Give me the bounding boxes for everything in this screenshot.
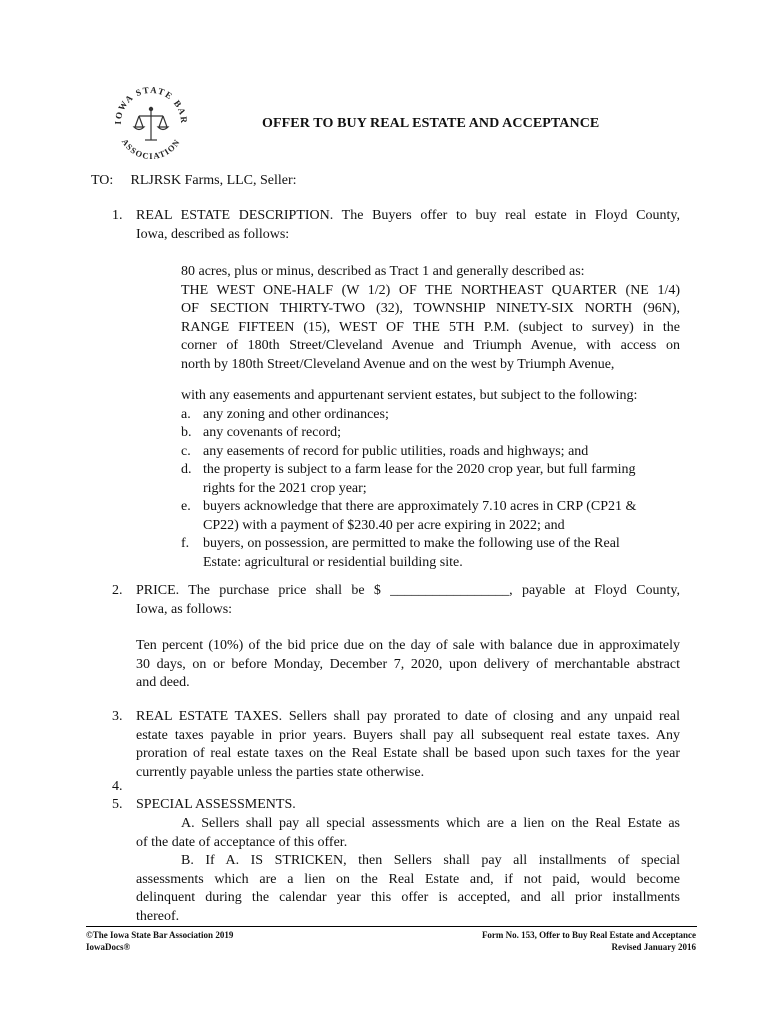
list-item <box>181 461 680 498</box>
section-5-number: 5. <box>112 797 123 812</box>
payment-terms-line: Ten percent (10%) of the bid price due on the day of sale with balance due in approximately <box>136 638 680 653</box>
payment-terms-line: and deed. <box>136 675 190 690</box>
legal-description-line: 80 acres, plus or minus, described as Tract 1 and generally described as: <box>181 264 585 279</box>
list-item-text: buyers acknowledge that there are approximately 7.10 acres in CRP (CP21 & <box>203 499 637 514</box>
legal-description-line: THE WEST ONE-HALF (W 1/2) OF THE NORTHEAST QUARTER (NE 1/4) <box>181 282 680 298</box>
payment-terms-line: 30 days, on or before Monday, December 7, 2020, upon delivery of merchantable abstract <box>136 656 680 672</box>
list-item-text: any covenants of record; <box>203 425 341 440</box>
legal-description-line: RANGE FIFTEEN (15), WEST OF THE 5TH P.M. (subject to survey) in the <box>181 319 680 335</box>
section-4-number: 4. <box>112 779 123 794</box>
footer-form-number: Form No. 153, Offer to Buy Real Estate and Acceptance <box>481 930 696 940</box>
footer-divider <box>86 926 697 927</box>
list-marker: d. <box>181 462 192 477</box>
section-1-line: Iowa, described as follows: <box>136 226 290 242</box>
list-marker: a. <box>181 406 191 422</box>
list-item-text: any zoning and other ordinances; <box>203 406 389 422</box>
payment-terms <box>136 637 680 693</box>
list-item-text: CP22) with a payment of $230.40 per acre expiring in 2022; and <box>203 517 565 533</box>
easements-intro: with any easements and appurtenant servient estates, but subject to the following: <box>181 388 638 403</box>
section-3-line: currently payable unless the parties state otherwise. <box>136 764 425 780</box>
list-item-text: Estate: agricultural or residential building site. <box>203 554 463 570</box>
seal-top-text: IOWA STATE BAR <box>112 84 190 125</box>
legal-description-line: corner of 180th Street/Cleveland Avenue and Triumph Avenue, with access on <box>181 338 680 353</box>
legal-description-line: north by 180th Street/Cleveland Avenue and on the west by Triumph Avenue, <box>181 356 615 372</box>
legal-description <box>181 263 680 374</box>
section-2-heading <box>136 582 680 619</box>
section-5-a-line: of the date of acceptance of this offer. <box>136 834 348 850</box>
list-item <box>181 424 680 443</box>
section-2-line: Iowa, as follows: <box>136 601 233 617</box>
section-2-line: PRICE. The purchase price shall be $ _________________, payable at Floyd County, <box>136 583 680 598</box>
section-2-number: 2. <box>112 583 123 598</box>
section-5-heading-text: SPECIAL ASSESSMENTS. <box>136 797 296 812</box>
footer-brand: IowaDocs® <box>86 942 131 952</box>
section-5-paragraph-b <box>136 852 680 926</box>
list-item-text: buyers, on possession, are permitted to make the following use of the Real <box>203 536 620 551</box>
list-item <box>181 406 680 425</box>
section-3-number: 3. <box>112 709 123 724</box>
section-1-number: 1. <box>112 208 123 223</box>
list-item-text: rights for the 2021 crop year; <box>203 480 367 496</box>
list-item <box>181 498 680 535</box>
iowa-state-bar-seal-logo <box>108 80 194 166</box>
section-3-line: REAL ESTATE TAXES. Sellers shall pay prorated to date of closing and any unpaid real <box>136 709 680 724</box>
footer-revision: Revised January 2016 <box>611 942 696 952</box>
footer-copyright: ©The Iowa State Bar Association 2019 <box>86 930 234 940</box>
list-item <box>181 535 680 572</box>
section-5-heading <box>136 796 680 815</box>
list-item <box>181 443 680 462</box>
section-5-b-line: assessments which are a lien on the Real Estate and, if not paid, would become <box>136 871 680 887</box>
section-5-b-line: delinquent during the calendar year this offer is accepted, and all prior installments <box>136 890 680 905</box>
seal-bottom-text: ASSOCIATION <box>119 136 183 162</box>
list-marker: c. <box>181 443 191 459</box>
section-1-heading <box>136 207 680 244</box>
section-5-b-line: thereof. <box>136 908 180 924</box>
section-3-line: proration of real estate taxes on the Real Estate shall be based upon such taxes for the year <box>136 746 680 761</box>
list-marker: f. <box>181 536 190 551</box>
section-1-line: REAL ESTATE DESCRIPTION. The Buyers offer to buy real estate in Floyd County, <box>136 208 680 223</box>
document-title: OFFER TO BUY REAL ESTATE AND ACCEPTANCE <box>262 116 600 131</box>
section-5-paragraph-a <box>136 815 680 852</box>
section-5-b-line: B. If A. IS STRICKEN, then Sellers shall pay all installments of special <box>181 853 680 868</box>
addressee-line <box>91 173 297 189</box>
easements-block <box>181 387 680 572</box>
to-label: TO: <box>91 173 114 188</box>
list-item-text: any easements of record for public utilities, roads and highways; and <box>203 443 589 459</box>
addressee-value: RLJRSK Farms, LLC, Seller: <box>130 173 297 188</box>
section-5-a-line: A. Sellers shall pay all special assessments which are a lien on the Real Estate as <box>181 816 680 831</box>
list-marker: e. <box>181 499 191 514</box>
section-3-line: estate taxes payable in prior years. Buyers shall pay all subsequent real estate taxes. Any <box>136 727 680 743</box>
section-3-text <box>136 708 680 782</box>
list-item-text: the property is subject to a farm lease for the 2020 crop year, but full farming <box>203 462 636 477</box>
legal-description-line: OF SECTION THIRTY-TWO (32), TOWNSHIP NINETY-SIX NORTH (96N), <box>181 301 680 316</box>
list-marker: b. <box>181 425 192 440</box>
